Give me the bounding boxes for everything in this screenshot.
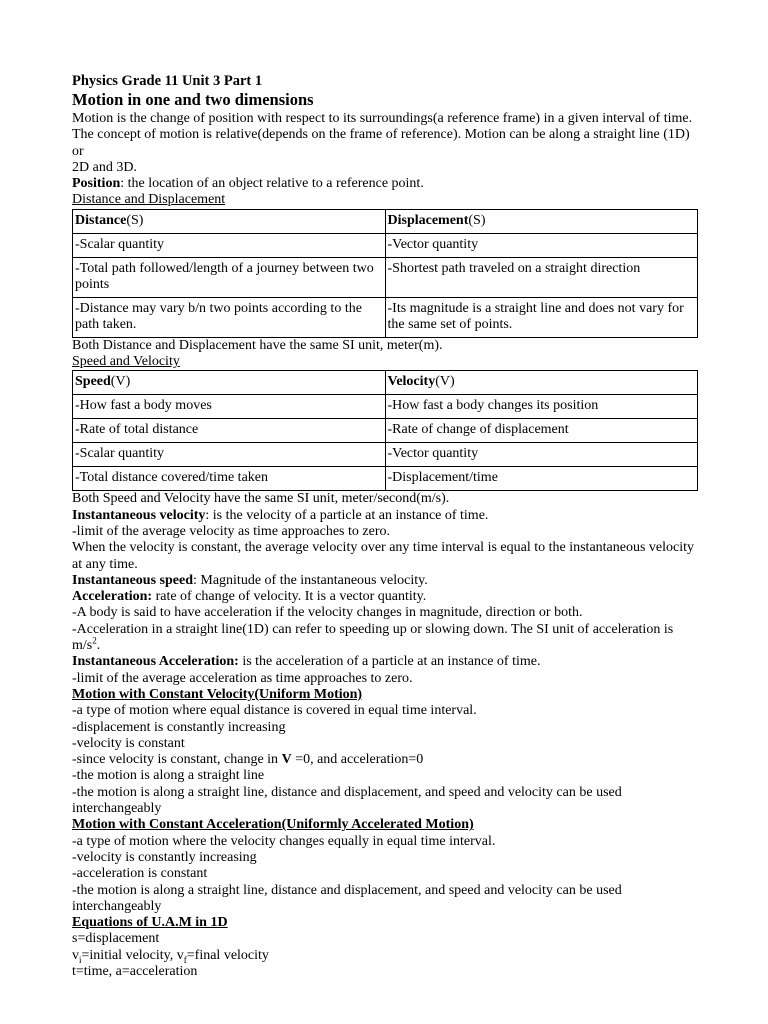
uniform-motion-line: interchangeably: [72, 801, 162, 817]
acceleration-body-note: -A body is said to have acceleration if the velocity changes in magnitude, direction or both.: [72, 605, 583, 621]
table-header-cell: [385, 371, 698, 395]
table-row: [73, 395, 698, 419]
definition-text: rate of change of velocity. It is a vector quantity.: [152, 589, 427, 605]
acceleration-si-note: [72, 622, 698, 655]
uam-line: -acceleration is constant: [72, 866, 208, 882]
instantaneous-speed-definition: [72, 573, 698, 589]
header-symbol: (V): [435, 374, 455, 390]
header-term: Distance: [75, 212, 127, 228]
uam-line: interchangeably: [72, 898, 162, 914]
position-def-text: : the location of an object relative to a reference point.: [120, 176, 424, 192]
table-cell: -Displacement/time: [385, 467, 698, 491]
header-symbol: (S): [126, 212, 144, 228]
subscript: i: [79, 954, 82, 965]
uniform-motion-since-line: [72, 752, 698, 768]
header-term: Velocity: [387, 374, 436, 390]
instantaneous-acceleration-limit: -limit of the average acceleration as time approaches to zero.: [72, 670, 413, 686]
displacement-symbol-def: s=displacement: [72, 931, 160, 947]
subscript: f: [183, 954, 187, 965]
speed-si-note: Both Speed and Velocity have the same SI unit, meter/second(m/s).: [72, 491, 450, 507]
header-symbol: (S): [468, 212, 486, 228]
velocity-symbol-def: [72, 948, 698, 964]
table-cell: -Total distance covered/time taken: [73, 467, 386, 491]
table-cell: -Rate of change of displacement: [385, 419, 698, 443]
table-cell: -Distance may vary b/n two points according to the path taken.: [73, 297, 386, 337]
table-row: [73, 467, 698, 491]
velocity-symbol: V: [281, 752, 292, 768]
document-page: [72, 73, 698, 980]
table-cell: -Total path followed/length of a journey between two points: [73, 257, 386, 297]
instantaneous-speed-term: Instantaneous speed: [72, 572, 193, 588]
instantaneous-velocity-definition: [72, 508, 698, 524]
definition-text: : Magnitude of the instantaneous velocity.: [192, 572, 428, 588]
since-text: -since velocity is constant, change in: [72, 752, 282, 768]
position-definition: [72, 176, 698, 192]
header-term: Speed: [75, 374, 111, 390]
acceleration-si-text: -Acceleration in a straight line(1D) can refer to speeding up or slowing down. The SI unit of acceleration is m/s: [72, 621, 674, 654]
table-header-row: [73, 209, 698, 233]
distance-displacement-table: [72, 209, 698, 338]
instantaneous-acceleration-definition: [72, 654, 698, 670]
table-header-row: [73, 371, 698, 395]
distance-heading: Distance and Displacement: [72, 192, 226, 208]
table-cell: -Vector quantity: [385, 233, 698, 257]
table-row: [73, 419, 698, 443]
period: .: [96, 638, 101, 654]
uam-heading: Motion with Constant Acceleration(Uniformly Accelerated Motion): [72, 817, 474, 833]
topic-title: Motion in one and two dimensions: [72, 90, 314, 109]
since-text-end: =0, and acceleration=0: [291, 752, 424, 768]
velocity-def-text-end: =final velocity: [186, 947, 269, 963]
table-header-cell: [73, 371, 386, 395]
equations-heading: Equations of U.A.M in 1D: [72, 915, 228, 931]
speed-velocity-table: [72, 370, 698, 491]
motion-relative-line-2: 2D and 3D.: [72, 159, 137, 175]
instantaneous-acceleration-term: Instantaneous Acceleration:: [72, 654, 239, 670]
table-cell: -How fast a body changes its position: [385, 395, 698, 419]
table-cell: -Its magnitude is a straight line and does not vary for the same set of points.: [385, 297, 698, 337]
uniform-motion-heading: Motion with Constant Velocity(Uniform Motion): [72, 686, 363, 702]
distance-si-note: Both Distance and Displacement have the same SI unit, meter(m).: [72, 337, 443, 353]
table-cell: -Scalar quantity: [73, 443, 386, 467]
header-symbol: (V): [110, 374, 131, 390]
uam-line: -a type of motion where the velocity changes equally in equal time interval.: [72, 833, 496, 849]
position-term: Position: [72, 176, 121, 192]
table-header-cell: [73, 209, 386, 233]
uniform-motion-line: -a type of motion where equal distance is covered in equal time interval.: [72, 703, 477, 719]
uniform-motion-line: -displacement is constantly increasing: [72, 719, 286, 735]
instantaneous-velocity-term: Instantaneous velocity: [72, 507, 206, 523]
table-cell: -Vector quantity: [385, 443, 698, 467]
uniform-motion-line: -velocity is constant: [72, 735, 185, 751]
time-acceleration-def: t=time, a=acceleration: [72, 963, 198, 979]
superscript: 2: [92, 635, 97, 646]
uniform-motion-line: -the motion is along a straight line: [72, 768, 265, 784]
constant-velocity-note-1: When the velocity is constant, the average velocity over any time interval is equal to the instantaneous velocity: [72, 540, 695, 556]
constant-velocity-note-2: at any time.: [72, 556, 138, 572]
definition-text: : is the velocity of a particle at an instance of time.: [205, 507, 489, 523]
table-row: [73, 257, 698, 297]
table-row: [73, 297, 698, 337]
velocity-def-text: =initial velocity, v: [81, 947, 184, 963]
acceleration-definition: [72, 589, 698, 605]
table-cell: -Scalar quantity: [73, 233, 386, 257]
instantaneous-velocity-limit: -limit of the average velocity as time approaches to zero.: [72, 523, 390, 539]
uam-line: -the motion is along a straight line, distance and displacement, and speed and velocity can be used: [72, 882, 622, 898]
speed-heading: Speed and Velocity: [72, 354, 180, 370]
v-symbol: v: [72, 947, 79, 963]
table-row: [73, 443, 698, 467]
table-cell: -Shortest path traveled on a straight direction: [385, 257, 698, 297]
table-header-cell: [385, 209, 698, 233]
uniform-motion-line: -the motion is along a straight line, distance and displacement, and speed and velocity can be used: [72, 784, 622, 800]
table-cell: -Rate of total distance: [73, 419, 386, 443]
header-term: Displacement: [387, 212, 469, 228]
definition-text: is the acceleration of a particle at an instance of time.: [238, 654, 541, 670]
table-cell: -How fast a body moves: [73, 395, 386, 419]
motion-definition: Motion is the change of position with respect to its surroundings(a reference frame) in a given interval of time.: [72, 111, 693, 126]
course-title: Physics Grade 11 Unit 3 Part 1: [72, 73, 263, 89]
table-row: [73, 233, 698, 257]
uam-line: -velocity is constantly increasing: [72, 849, 257, 865]
motion-relative-line-1: The concept of motion is relative(depends on the frame of reference). Motion can be along a straight line (1D) or: [72, 127, 690, 159]
acceleration-term: Acceleration:: [72, 589, 153, 605]
